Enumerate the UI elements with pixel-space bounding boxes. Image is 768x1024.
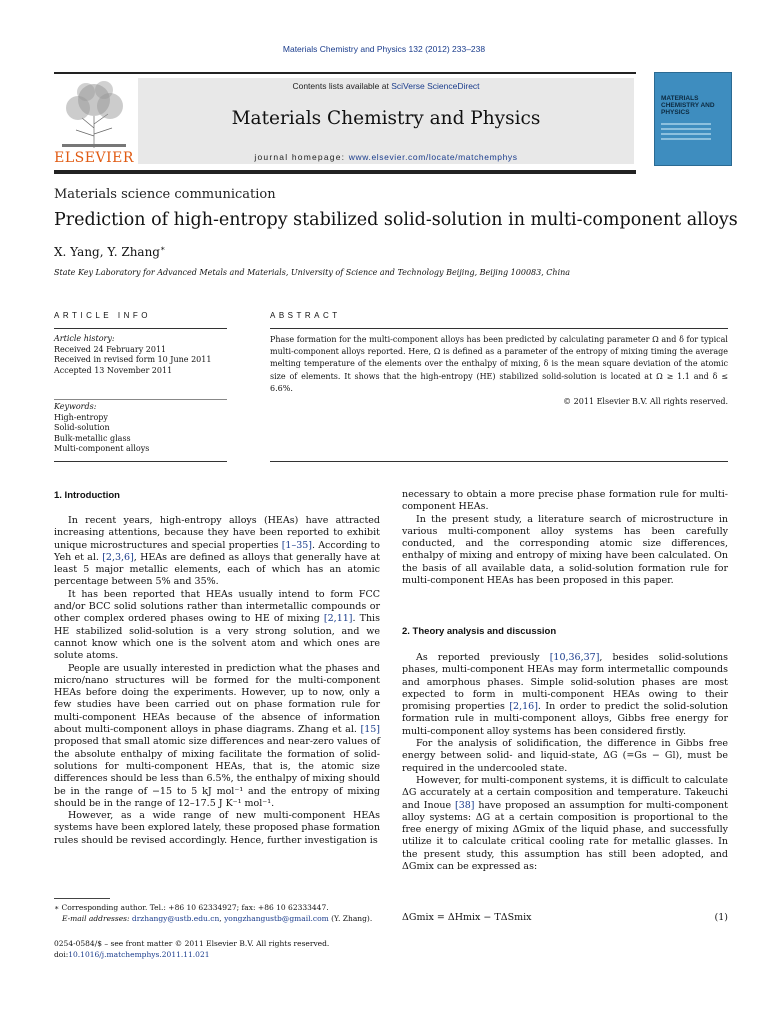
citation-link[interactable]: [38] — [454, 799, 475, 811]
paragraph — [54, 515, 380, 589]
header-rule-bottom — [54, 170, 636, 174]
section-heading-theory: 2. Theory analysis and discussion — [402, 626, 557, 637]
homepage-link[interactable]: www.elsevier.com/locate/matchemphys — [348, 152, 518, 162]
journal-reference[interactable]: Materials Chemistry and Physics 132 (2012) 233–238 — [282, 44, 486, 54]
text-run: have proposed an assumption for multi-component alloy systems: ΔG at a certain composition is proportional to the free energy of mixing ΔGmix of the liquid phase, and successfully utilize it to calculate critical cooling rate for metallic glasses. In the present study, this assumption has still been adopted, and ΔGmix can be expressed as: — [402, 799, 728, 873]
footnote-rule — [54, 898, 110, 899]
email-separator: , — [219, 913, 225, 923]
doi-label: doi: — [54, 950, 69, 959]
paragraph: However, as a wide range of new multi-component HEAs systems have been explored lately, these proposed phase formation rules should be revised accordingly. Hence, further investigation is — [54, 810, 380, 846]
keyword: Multi-component alloys — [54, 444, 150, 454]
doi-line — [54, 949, 329, 960]
text-run: People are usually interested in prediction what the phases and micro/nano structures will be formed for the multi-component HEAs before doing the experiments. However, up to now, only a few studies have been carried out on phase formation rule for multi-component HEAs because of the absence of information about multi-component alloys in phase diagrams. Zhang et al. — [54, 662, 380, 736]
email-link[interactable]: drzhangy@ustb.edu.cn — [131, 913, 220, 923]
text-run: , besides solid-solutions phases, multi-component HEAs may form intermetallic compounds and amorphous phases. Simple solid-solution phases are most expected to form in multi-component HEAs owing to their promising properties — [402, 652, 729, 713]
abstract-rule-top — [270, 328, 728, 329]
article-info-heading: ARTICLE INFO — [54, 311, 151, 320]
abstract-copyright: © 2011 Elsevier B.V. All rights reserved. — [563, 397, 728, 406]
introduction-column — [54, 515, 380, 847]
keyword: High-entropy — [54, 412, 108, 422]
history-revised: Received in revised form 10 June 2011 — [54, 355, 212, 365]
paragraph — [402, 775, 728, 873]
email-link[interactable]: yongzhangustb@gmail.com — [224, 913, 329, 923]
keywords-block — [54, 402, 229, 455]
history-received: Received 24 February 2011 — [54, 344, 167, 354]
equation-text: ΔGmix = ΔHmix − TΔSmix — [402, 912, 532, 923]
history-label: Article history: — [54, 334, 115, 343]
issn-block — [54, 938, 329, 960]
cover-decoration — [661, 123, 711, 143]
citation-link[interactable]: [1–35] — [281, 539, 312, 551]
text-run: . In order to predict the solid-solution formation rule in multi-component alloys, Gibbs free energy for multi-component alloy systems has been considered firstly. — [402, 701, 728, 737]
keyword: Solid-solution — [54, 423, 110, 433]
text-run: proposed that small atomic size differences and near-zero values of the absolute enthalpy of mixing facilitate the formation of solid-solutions for multi-component HEAs, that is, the atomic size differences should be less than 6.5%, the enthalpy of mixing should be in the range of −15 to 5 kJ mol⁻¹ and the entropy of mixing should be in the range of 12–17.5 J K⁻¹ mol⁻¹. — [54, 736, 380, 809]
sciencedirect-link[interactable]: SciVerse ScienceDirect — [391, 81, 480, 91]
citation-link[interactable]: [2,16] — [509, 701, 538, 713]
paragraph — [54, 589, 380, 663]
publisher-wordmark: ELSEVIER — [54, 150, 134, 166]
article-info-rule-bottom — [54, 461, 227, 462]
abstract-text: Phase formation for the multi-component alloys has been predicted by calculating parameter Ω and δ for typical multi-component alloys reported. Here, Ω is defined as a parameter of the entropy of mixing timing the average melting temperature of the elements over the enthalpy of mixing, δ is the mean square deviation of the atomic size of elements. It shows that the high-entropy (HE) stabilized solid-solution is located at Ω ≥ 1.1 and δ ≤ 6.6%. — [270, 335, 728, 393]
paragraph — [54, 663, 380, 811]
doi-link[interactable]: 10.1016/j.matchemphys.2011.11.021 — [68, 950, 210, 959]
paragraph: For the analysis of solidification, the difference in Gibbs free energy between solid- and liquid-state, ΔG (=Gs − Gl), must be required in the undercooled state. — [402, 738, 728, 774]
continuation-column — [402, 489, 728, 587]
contents-line — [138, 81, 634, 91]
footnote — [54, 903, 380, 924]
journal-homepage-line — [138, 152, 634, 162]
text-run: It has been reported that HEAs usually intend to form FCC and/or BCC solid solutions rather than intermetallic compounds or other complex ordered phases owing to HE of mixing — [54, 588, 380, 625]
article-section-label: Materials science communication — [54, 187, 276, 202]
text-run: , HEAs are defined as alloys that generally have at least 5 major metallic elements, each of which has an atomic percentage between 5% and 35%. — [54, 551, 380, 588]
paragraph: In the present study, a literature search of microstructure in various multi-component alloy systems has been carefully conducted, and the corresponding atomic size differences, enthalpy of mixing and entropy of mixing have been calculated. On the basis of all available data, a solid-solution formation rule for multi-component HEAs has been proposed in this paper. — [402, 513, 728, 587]
equation-number: (1) — [714, 912, 728, 923]
text-run: . According to Yeh et al. — [54, 539, 380, 563]
journal-title: Materials Chemistry and Physics — [231, 108, 541, 129]
contents-prefix: Contents lists available at — [292, 81, 392, 91]
abstract-rule-bottom — [270, 461, 728, 462]
article-info-divider — [54, 399, 227, 400]
article-history — [54, 334, 229, 376]
issn-line: 0254-0584/$ – see front matter © 2011 Elsevier B.V. All rights reserved. — [54, 939, 330, 948]
theory-column — [402, 652, 728, 873]
keyword: Bulk-metallic glass — [54, 433, 131, 443]
citation-link[interactable]: [10,36,37] — [549, 652, 600, 663]
corresponding-author-mark[interactable]: ∗ — [160, 244, 166, 253]
header-rule-top — [54, 72, 636, 74]
equation-1 — [402, 912, 728, 923]
affiliation: State Key Laboratory for Advanced Metals and Materials, University of Science and Technology Beijing, Beijing 100083, China — [54, 268, 571, 277]
email-suffix: (Y. Zhang). — [328, 913, 373, 923]
email-label: E-mail addresses: — [62, 913, 132, 923]
citation-link[interactable]: [15] — [360, 724, 380, 736]
footnote-emails — [54, 914, 380, 925]
text-run: However, for multi-component systems, it is difficult to calculate ΔG accurately at a certain composition and temperature. Takeuchi and Inoue — [402, 774, 728, 811]
abstract-heading: ABSTRACT — [270, 311, 341, 320]
citation-link[interactable]: [2,11] — [323, 613, 353, 625]
homepage-prefix: journal homepage: — [254, 152, 349, 162]
text-run: . This HE stabilized solid-solution is a very strong solution, and we cannot know which one is the solvent atom and which ones are solute atoms. — [54, 613, 380, 662]
keywords-label: Keywords: — [54, 402, 97, 411]
cover-title: MATERIALS CHEMISTRY AND PHYSICS — [661, 95, 715, 116]
authors-text: X. Yang, Y. Zhang — [54, 245, 160, 259]
article-info-rule-top — [54, 328, 227, 329]
history-accepted: Accepted 13 November 2011 — [54, 365, 173, 375]
text-run: In recent years, high-entropy alloys (HEAs) have attracted increasing attentions, because they have been reported to exhibit unique microstructures and special properties — [54, 515, 380, 551]
author-list — [54, 244, 165, 259]
citation-link[interactable]: [2,3,6] — [102, 551, 134, 563]
article-title: Prediction of high-entropy stabilized solid-solution in multi-component alloys — [54, 210, 738, 230]
journal-cover-image — [654, 72, 732, 166]
section-heading-introduction: 1. Introduction — [54, 490, 120, 501]
text-run: As reported previously — [416, 652, 550, 663]
footnote-contact: ∗ Corresponding author. Tel.: +86 10 62334927; fax: +86 10 62333447. — [54, 903, 329, 912]
paragraph — [402, 652, 728, 738]
paragraph: necessary to obtain a more precise phase formation rule for multi-component HEAs. — [402, 489, 728, 513]
